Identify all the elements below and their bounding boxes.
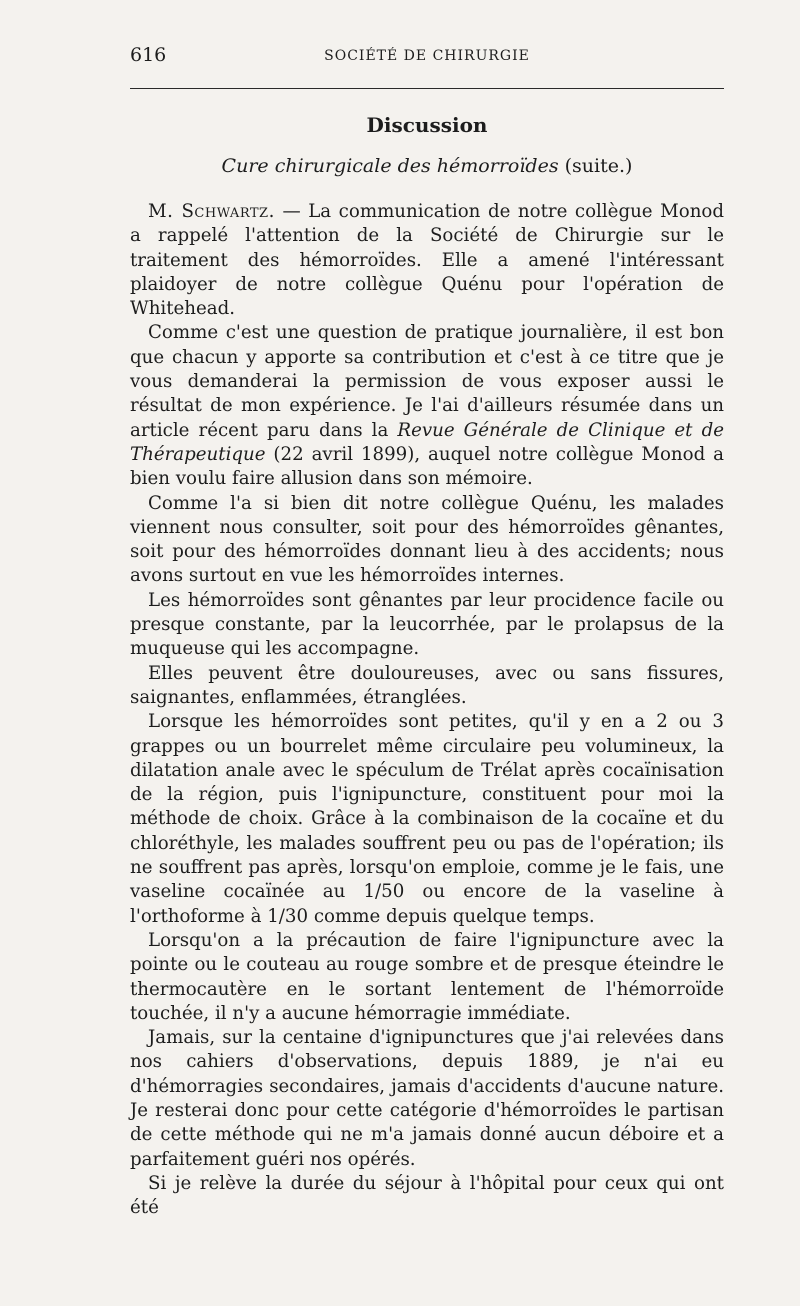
paragraph: Si je relève la durée du séjour à l'hôpital pour ceux qui ont été	[130, 1172, 724, 1219]
page-header	[130, 44, 724, 72]
subheading-suffix: (suite.)	[564, 155, 633, 177]
paragraph-text: Comme c'est une question de pratique journalière, il est bon que chacun y apporte sa contribution et c'est à ce titre que je vous demanderai la permission de vous exposer aussi le résultat de mon expérience. Je l'ai d'ailleurs résumée dans un article récent paru dans la	[130, 322, 724, 441]
paragraph	[130, 321, 724, 491]
paragraph: Lorsque les hémorroïdes sont petites, qu'il y en a 2 ou 3 grappes ou un bourrelet même circulaire peu volumineux, la dilatation anale avec le spéculum de Trélat après cocaïnisation de la région, puis l'ignipuncture, constituent pour moi la méthode de choix. Grâce à la combinaison de la cocaïne et du chloréthyle, les malades souffrent peu ou pas de l'opération; ils ne souffrent pas après, lorsqu'on emploie, comme je le fais, une vaseline cocaïnée au 1/50 ou encore de la vaseline à l'orthoforme à 1/30 comme depuis quelque temps.	[130, 711, 724, 927]
paragraph: Les hémorroïdes sont gênantes par leur procidence facile ou presque constante, par la leucorrhée, par le prolapsus de la muqueuse qui les accompagne.	[130, 589, 724, 660]
journal-title: Revue Générale de Clinique et de Thérapeutique	[130, 419, 724, 465]
subheading-title: Cure chirurgicale des hémorroïdes	[221, 155, 559, 177]
paragraph: Comme l'a si bien dit notre collègue Quénu, les malades viennent nous consulter, soit pour des hémorroïdes gênantes, soit pour des hémorroïdes donnant lieu à des accidents; nous avons surtout en vue les hémorroïdes internes.	[130, 492, 724, 587]
section-subheading	[130, 155, 724, 177]
paragraph-text: — La communication de notre collègue Monod a rappelé l'attention de la Société de Chirurgie sur le traitement des hémorroïdes. Elle a amené l'intéressant plaidoyer de notre collègue Quénu pour l'opération de Whitehead.	[130, 201, 725, 320]
body-text	[130, 200, 724, 1220]
page-number: 616	[130, 44, 167, 66]
header-rule	[130, 88, 724, 89]
paragraph-text: (22 avril 1899), auquel notre collègue Monod a bien voulu faire allusion dans son mémoire.	[130, 443, 724, 490]
paragraph	[130, 200, 724, 321]
section-heading: Discussion	[366, 113, 488, 137]
paragraph: Elles peuvent être douloureuses, avec ou sans fissures, saignantes, enflammées, étranglées.	[130, 662, 724, 708]
running-head: SOCIÉTÉ DE CHIRURGIE	[324, 48, 530, 64]
speaker-name: M. Schwartz.	[148, 201, 275, 222]
paragraph: Jamais, sur la centaine d'ignipunctures que j'ai relevées dans nos cahiers d'observations, depuis 1889, je n'ai eu d'hémorragies secondaires, jamais d'accidents d'aucune nature. Je resterai donc pour cette catégorie d'hémorroïdes le partisan de cette méthode qui ne m'a jamais donné aucun déboire et a parfaitement guéri nos opérés.	[130, 1027, 724, 1170]
paragraph: Lorsqu'on a la précaution de faire l'ignipuncture avec la pointe ou le couteau au rouge sombre et de presque éteindre le thermocautère en le sortant lentement de l'hémorroïde touchée, il n'y a aucune hémorragie immédiate.	[130, 929, 724, 1024]
